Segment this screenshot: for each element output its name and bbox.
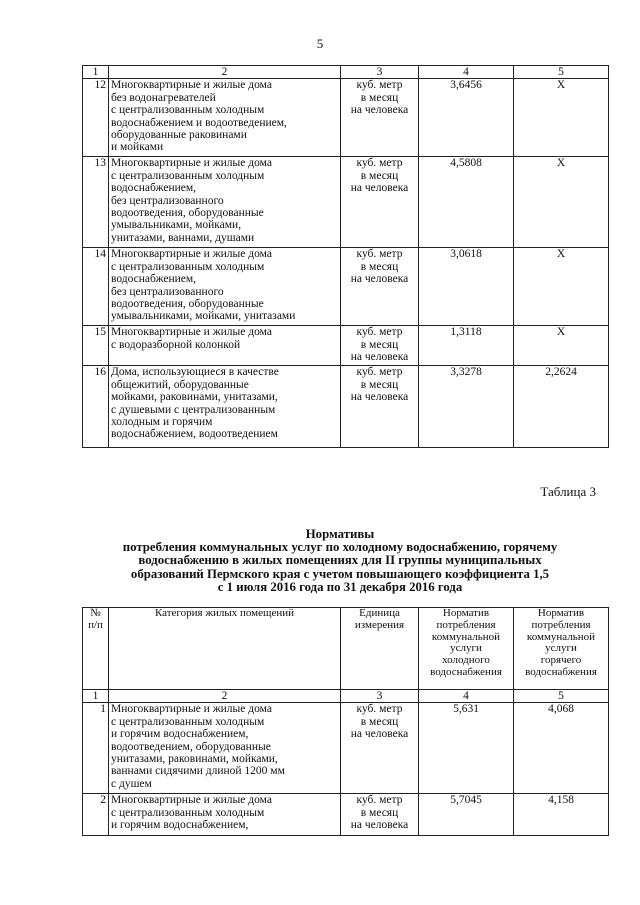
- row-number: 16: [83, 366, 109, 448]
- row-hot-norm: X: [514, 157, 609, 248]
- row-category: Многоквартирные и жилые дома с централизованным холодным и горячим водоснабжением,: [109, 794, 341, 836]
- row-hot-norm: 4,068: [514, 703, 609, 794]
- row-category: Многоквартирные и жилые дома без водонагревателей с централизованным холодным водоснабжением и водоотведением, оборудованные раковинами и мойками: [109, 79, 341, 157]
- col-num: 1: [83, 690, 109, 703]
- table-row: [83, 794, 609, 836]
- col-num: 5: [514, 66, 609, 79]
- row-cold-norm: 3,6456: [419, 79, 514, 157]
- header-num: № п/п: [83, 608, 109, 690]
- col-num: 2: [109, 66, 341, 79]
- title-line: с 1 июля 2016 года по 31 декабря 2016 года: [217, 579, 463, 594]
- col-num: 4: [419, 690, 514, 703]
- col-num: 4: [419, 66, 514, 79]
- row-unit: куб. метр в месяц на человека: [341, 326, 419, 366]
- row-category: Многоквартирные и жилые дома с централизованным холодным и горячим водоснабжением, водоотведением, оборудованные унитазами, раковинами, мойками, ваннами сидячими длиной 1200 мм с душем: [109, 703, 341, 794]
- row-hot-norm: 4,158: [514, 794, 609, 836]
- title-line: Нормативы: [305, 527, 375, 541]
- table-row: [83, 703, 609, 794]
- col-num: 5: [514, 690, 609, 703]
- col-num: 3: [341, 66, 419, 79]
- col-num: 1: [83, 66, 109, 79]
- table-row: [83, 157, 609, 248]
- row-number: 13: [83, 157, 109, 248]
- header-unit: Единица измерения: [341, 608, 419, 690]
- row-cold-norm: 3,0618: [419, 248, 514, 326]
- row-category: Многоквартирные и жилые дома с водоразборной колонкой: [109, 326, 341, 366]
- norms-table-3: [82, 607, 609, 836]
- row-unit: куб. метр в месяц на человека: [341, 157, 419, 248]
- table-row: [83, 79, 609, 157]
- table-label: Таблица 3: [540, 484, 596, 499]
- header-cold-norm: Норматив потребления коммунальной услуги холодного водоснабжения: [419, 608, 514, 690]
- col-num: 2: [109, 690, 341, 703]
- row-unit: куб. метр в месяц на человека: [341, 366, 419, 448]
- row-unit: куб. метр в месяц на человека: [341, 248, 419, 326]
- col-num: 3: [341, 690, 419, 703]
- title-line: образований Пермского края с учетом повышающего коэффициента 1,5: [130, 566, 550, 581]
- row-cold-norm: 5,7045: [419, 794, 514, 836]
- row-hot-norm: X: [514, 326, 609, 366]
- table-row: [83, 366, 609, 448]
- row-category: Дома, использующиеся в качестве общежитий, оборудованные мойками, раковинами, унитазами, с душевыми с централизованным холодным и горячим водоснабжением, водоотведением: [109, 366, 341, 448]
- row-unit: куб. метр в месяц на человека: [341, 794, 419, 836]
- row-number: 14: [83, 248, 109, 326]
- header-hot-norm: Норматив потребления коммунальной услуги горячего водоснабжения: [514, 608, 609, 690]
- row-number: 1: [83, 703, 109, 794]
- header-category: Категория жилых помещений: [109, 608, 341, 690]
- row-cold-norm: 3,3278: [419, 366, 514, 448]
- row-cold-norm: 4,5808: [419, 157, 514, 248]
- table-header-row: [83, 608, 609, 690]
- title-line: потребления коммунальных услуг по холодному водоснабжению, горячему: [122, 540, 558, 555]
- table-row: [83, 248, 609, 326]
- norms-table-continued: [82, 65, 609, 448]
- row-hot-norm: X: [514, 248, 609, 326]
- row-category: Многоквартирные и жилые дома с централизованным холодным водоснабжением, без централизованного водоотведения, оборудованные умывальниками, мойками, унитазами, ваннами, душами: [109, 157, 341, 248]
- row-hot-norm: X: [514, 79, 609, 157]
- row-unit: куб. метр в месяц на человека: [341, 79, 419, 157]
- table-header-row: [83, 66, 609, 79]
- row-number: 2: [83, 794, 109, 836]
- table-number-row: [83, 690, 609, 703]
- table-title: [40, 528, 640, 594]
- row-hot-norm: 2,2624: [514, 366, 609, 448]
- page-number: 5: [316, 36, 324, 51]
- row-number: 12: [83, 79, 109, 157]
- row-category: Многоквартирные и жилые дома с централизованным холодным водоснабжением, без централизованного водоотведения, оборудованные умывальниками, мойками, унитазами: [109, 248, 341, 326]
- row-number: 15: [83, 326, 109, 366]
- table-row: [83, 326, 609, 366]
- row-cold-norm: 5,631: [419, 703, 514, 794]
- row-unit: куб. метр в месяц на человека: [341, 703, 419, 794]
- row-cold-norm: 1,3118: [419, 326, 514, 366]
- title-line: водоснабжению в жилых помещениях для II группы муниципальных: [138, 553, 542, 568]
